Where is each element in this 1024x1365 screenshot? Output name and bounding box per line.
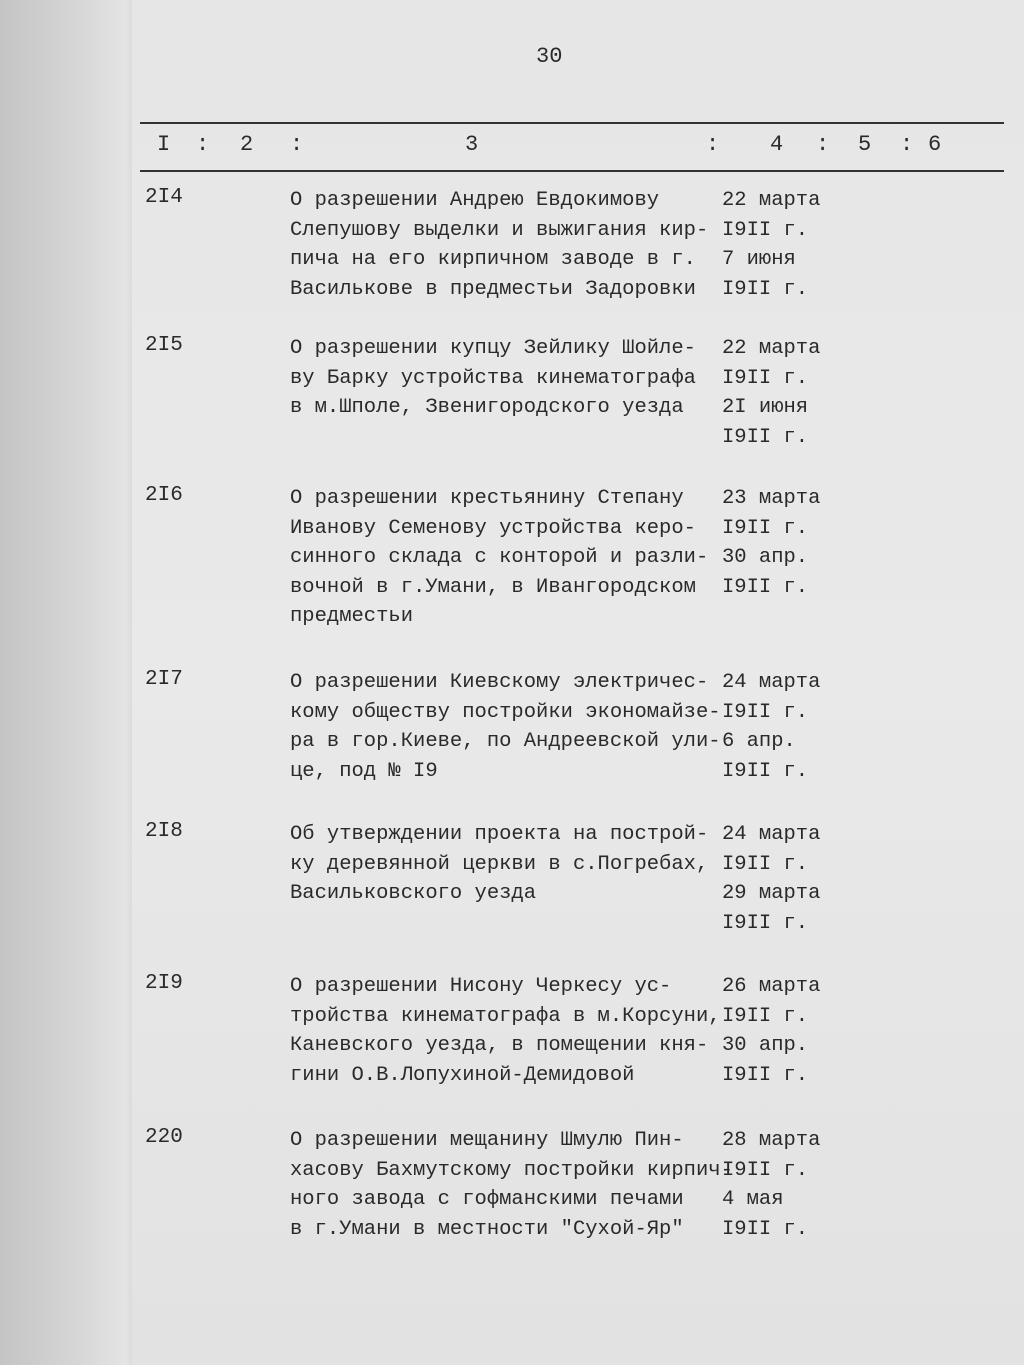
date-line: 26 марта	[722, 975, 821, 998]
description-line: О разрешении купцу Зейлику Шойле-	[290, 337, 696, 360]
date-line: 30 апр.	[722, 1034, 809, 1057]
description-line: Иванову Семенову устройства керо-	[290, 516, 696, 540]
entry-number: 2I5	[145, 334, 183, 357]
description-line: Слепушову выделки и выжигания кир-	[290, 218, 709, 242]
date-line: 4 мая	[722, 1188, 784, 1211]
date-line: 22 марта	[722, 337, 821, 360]
page-number: 30	[536, 44, 563, 69]
column-separator: :	[196, 132, 210, 157]
description-line: О разрешении Киевскому электричес-	[290, 671, 709, 694]
date-line: 24 марта	[722, 671, 821, 694]
entry-dates	[722, 334, 832, 452]
description-line: ного завода с гофманскими печами	[290, 1188, 684, 1211]
entry-description	[290, 186, 720, 304]
date-line: I9II г.	[722, 516, 809, 540]
column-separator: :	[900, 132, 914, 157]
date-line: I9II г.	[722, 366, 809, 390]
description-line: предместьи	[290, 605, 414, 628]
description-line: ку деревянной церкви в с.Погребах,	[290, 852, 709, 876]
date-line: I9II г.	[722, 218, 809, 242]
entry-dates	[722, 1126, 832, 1244]
date-line: I9II г.	[722, 1004, 809, 1028]
date-line: 2I июня	[722, 396, 809, 419]
description-line: Васильковского уезда	[290, 882, 537, 905]
entry-dates	[722, 820, 832, 938]
entry-dates	[722, 668, 832, 786]
entry-description	[290, 820, 720, 909]
entry-number: 2I8	[145, 820, 183, 843]
description-line: кому обществу постройки экономайзе-	[290, 700, 721, 724]
book-binding	[0, 0, 140, 1365]
entry-number: 2I7	[145, 668, 183, 691]
column-header-5: 5	[858, 132, 872, 157]
entry-number: 2I4	[145, 186, 183, 209]
column-header-6: 6	[928, 132, 942, 157]
description-line: ра в гор.Киеве, по Андреевской ули-	[290, 730, 721, 753]
description-line: О разрешении Нисону Черкесу ус-	[290, 975, 672, 998]
description-line: вочной в г.Умани, в Ивангородском	[290, 575, 696, 599]
description-line: О разрешении мещанину Шмулю Пин-	[290, 1129, 684, 1152]
date-line: I9II г.	[722, 1217, 809, 1241]
entry-dates	[722, 186, 832, 304]
entry-dates	[722, 484, 832, 602]
column-separator: :	[290, 132, 304, 157]
column-header-2: 2	[240, 132, 254, 157]
description-line: в г.Умани в местности "Сухой-Яр"	[290, 1217, 684, 1241]
description-line: гини О.В.Лопухиной-Демидовой	[290, 1063, 635, 1087]
header-rule-top	[140, 122, 1004, 124]
entry-number: 220	[145, 1126, 183, 1149]
entry-number: 2I6	[145, 484, 183, 507]
description-line: О разрешении крестьянину Степану	[290, 487, 684, 510]
date-line: 29 марта	[722, 882, 821, 905]
description-line: синного склада с конторой и разли-	[290, 546, 709, 569]
date-line: 23 марта	[722, 487, 821, 510]
column-header-1: I	[157, 132, 171, 157]
date-line: 22 марта	[722, 189, 821, 212]
column-header-4: 4	[770, 132, 784, 157]
date-line: I9II г.	[722, 759, 809, 783]
date-line: 24 марта	[722, 823, 821, 846]
entry-description	[290, 334, 720, 423]
date-line: I9II г.	[722, 575, 809, 599]
date-line: I9II г.	[722, 700, 809, 724]
column-header-3: 3	[465, 132, 479, 157]
date-line: 6 апр.	[722, 730, 796, 753]
date-line: I9II г.	[722, 1063, 809, 1087]
description-line: ву Барку устройства кинематографа	[290, 366, 696, 390]
date-line: 7 июня	[722, 248, 796, 271]
date-line: I9II г.	[722, 277, 809, 301]
date-line: I9II г.	[722, 852, 809, 876]
entry-description	[290, 484, 720, 632]
date-line: I9II г.	[722, 911, 809, 935]
date-line: 30 апр.	[722, 546, 809, 569]
date-line: 28 марта	[722, 1129, 821, 1152]
entry-dates	[722, 972, 832, 1090]
entry-description	[290, 668, 720, 786]
description-line: Об утверждении проекта на построй-	[290, 823, 709, 846]
column-separator: :	[816, 132, 830, 157]
entry-number: 2I9	[145, 972, 183, 995]
description-line: О разрешении Андрею Евдокимову	[290, 189, 660, 212]
entry-description	[290, 972, 720, 1090]
entry-description	[290, 1126, 733, 1244]
description-line: тройства кинематографа в м.Корсуни,	[290, 1004, 721, 1028]
header-rule-bottom	[140, 170, 1004, 172]
description-line: Василькове в предместьи Задоровки	[290, 277, 696, 301]
description-line: хасову Бахмутскому постройки кирпич-	[290, 1158, 733, 1182]
description-line: в м.Шполе, Звенигородского уезда	[290, 396, 684, 419]
date-line: I9II г.	[722, 1158, 809, 1182]
date-line: I9II г.	[722, 425, 809, 449]
column-separator: :	[706, 132, 720, 157]
description-line: це, под № I9	[290, 759, 438, 783]
description-line: пича на его кирпичном заводе в г.	[290, 248, 696, 271]
description-line: Каневского уезда, в помещении кня-	[290, 1034, 709, 1057]
